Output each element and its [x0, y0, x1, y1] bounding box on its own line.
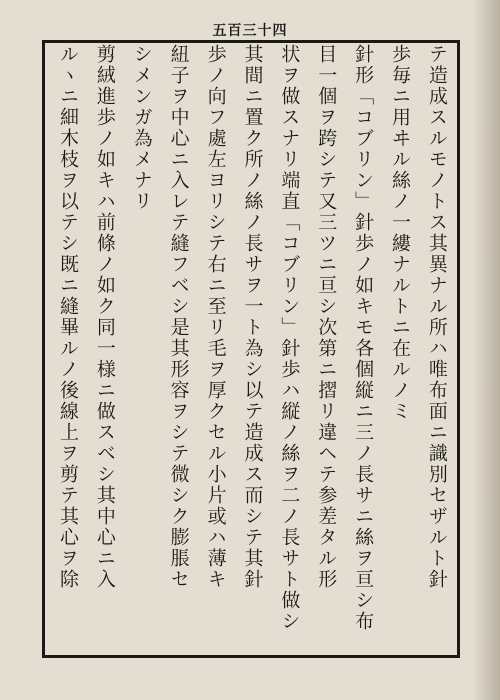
text-column: 剪絨進歩ノ如キハ前條ノ如ク同一様ニ做スベシ其中心ニ入 — [93, 44, 116, 590]
text-column: 其間ニ置ク所ノ絲ノ長サヲ一ト為シ以テ造成ス而シテ其針 — [241, 44, 264, 590]
text-column: 紐子ヲ中心ニ入レテ縫フベシ是其形容ヲシテ微シク膨脹セ — [167, 44, 190, 590]
vertical-text-block — [54, 44, 450, 656]
text-column: 歩毎ニ用ヰル絲ノ一縷ナルトニ在ルノミ — [389, 44, 412, 422]
page-number: 五百三十四 — [212, 23, 288, 39]
text-column: シメンガ為メナリ — [130, 44, 153, 212]
text-column: テ造成スルモノトス其異ナル所ハ唯布面ニ識別セザルト針 — [425, 44, 448, 590]
page-edge-shadow — [472, 0, 500, 700]
text-column: 目一個ヲ跨シテ又三ツニ亘シ次第ニ摺リ違ヘテ参差タル形 — [315, 44, 338, 590]
text-column: 状ヲ做スナリ端直「コブリン」針歩ハ縦ノ絲ヲ二ノ長サト做シ — [278, 44, 301, 632]
text-column: ルヽニ細木枝ヲ以テシ既ニ縫畢ルノ後線上ヲ剪テ其心ヲ除 — [57, 44, 79, 590]
text-column: 針形「コブリン」針歩ノ如キモ各個縦ニ三ノ長サニ絲ヲ亘シ布 — [352, 44, 375, 632]
text-column: 歩ノ向フ處左ヨリシテ右ニ至リ毛ヲ厚クセル小片或ハ薄キ — [204, 44, 227, 590]
